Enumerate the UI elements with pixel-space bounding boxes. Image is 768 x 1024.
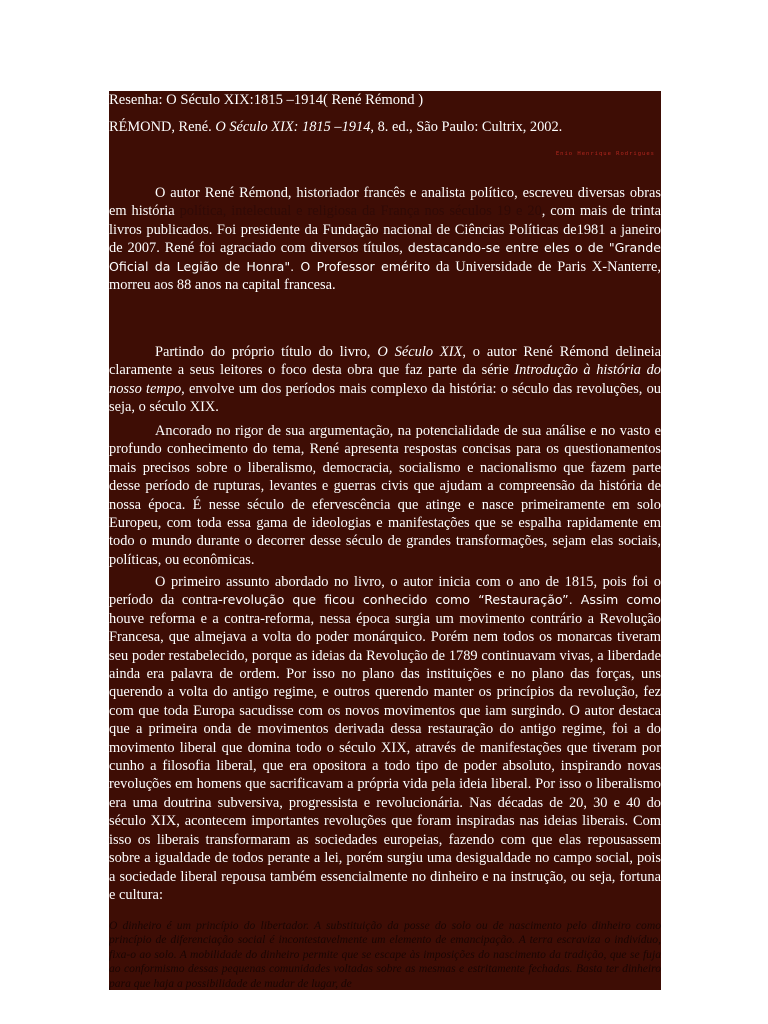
paragraph-restoration	[109, 573, 661, 904]
p2-text-c: , envolve um dos períodos mais complexo da história: o século das revoluções, ou seja, o século XIX.	[109, 380, 661, 416]
p1-text-c: da Universidade de Paris X-Nanterre, morreu aos 88 anos na capital francesa.	[109, 258, 661, 294]
p1-faint-text: política, intelectual e religiosa da França nos séculos 19 e 20	[179, 203, 542, 220]
p2-text-b: , o autor René Rémond delineia claramente a seus leitores o foco desta obra que faz parte da série	[109, 344, 661, 379]
p4-text-a: O primeiro assunto abordado no livro, o autor inicia com o ano de 1815, pois foi o período da contra-	[109, 574, 661, 609]
paragraph-argumentation: Ancorado no rigor de sua argumentação, na potencialidade de sua análise e no vasto e profundo conhecimento do tema, René apresenta respostas concisas para os questionamentos mais precisos sobre o liberalismo, democracia, socialismo e nacionalismo que fazem parte desse período de rupturas, levantes e guerras civis que ajudam a compreensão da história de nossa época. É nesse século de efervescência que atinge e nasce primeiramente em solo Europeu, com toda essa gama de ideologias e manifestações que se espalha rapidamente em todo o mundo durante o decorrer desse século de grandes transformações, sejam elas sociais, políticas, ou econômicas.	[109, 423, 661, 568]
citation-details: , 8. ed., São Paulo: Cultrix, 2002.	[370, 119, 563, 135]
p1-text-b: , com mais de trinta livros publicados. Foi presidente da Fundação nacional de Ciências Políticas de1981 a janeiro de 2007. René foi agraciado com diversos títulos,	[109, 203, 661, 257]
p2-emphasis-book: O Século XIX	[377, 344, 463, 360]
p2-text-a: Partindo do próprio título do livro,	[155, 344, 378, 360]
p2-emphasis-series: Introdução à história do nosso tempo	[109, 362, 661, 397]
p4-text-b: houve reforma e a contra-reforma, nessa época surgia um movimento contrário a Revolução Francesa, que almejava a volta do poder monárquico. Porém nem todos os monarcas tiveram seu poder restabelecido, porque as ideias da Revolução de 1789 continuavam vivas, a liberdade ainda era palavra de ordem. Por isso no plano das instituições e no plano das forças, uns querendo a volta do antigo regime, e outros querendo manter os princípios da revolução, fez com que toda Europa sacudisse com os novos movimentos que iam surgindo. O autor destaca que a primeira onda de movimentos derivada dessa restauração do antigo regime, foi a do movimento liberal que domina todo o século XIX, através de manifestações que tiveram por cunho a filosofia liberal, que era opositora a todo tipo de poder absoluto, inspirando novas revoluções em homens que sacrificavam a própria vida pela ideia liberal. Por isso o liberalismo era uma doutrina subversiva, progressista e revolucionária. Nas décadas de 20, 30 e 40 do século XIX, acontecem importantes revoluções que foram inspiradas nas ideias liberais. Com isso os liberais transformaram as sociedades europeias, fazendo com que elas repousassem sobre a igualdade de todos perante a lei, porém surgiu uma desigualdade no campo social, pois a sociedade liberal repousa também essencialmente no dinheiro e na instrução, ou seja, fortuna e cultura:	[109, 610, 661, 903]
citation-book-title: O Século XIX: 1815 –1914	[215, 119, 371, 135]
p1-text-a: O autor René Rémond, historiador francês e analista político, escreveu diversas obras em história	[109, 185, 661, 220]
review-author-tag: Enio Henrique Rodrigues	[555, 151, 655, 157]
paragraph-author-bio	[109, 184, 661, 294]
p4-sans-text: revolução que ficou conhecido como “Restauração”. Assim como	[222, 592, 661, 608]
document-page	[109, 91, 661, 990]
block-quote: O dinheiro é um princípio do libertador. A substituição da posse do solo ou de nascimento pelo dinheiro como princípio de diferenciação social é incontestavelmente um elemento de emancipação. A terra escraviza o indivíduo, fixa-o ao solo. A mobilidade do dinheiro permite que se escape às imposições do nascimento da tradição, que se fuja ao conformismo dessas pequenas comunidades voltadas sobre as mesmas e estritamente fechadas. Basta ter dinheiro para que haja a possibilidade de mudar de lugar, de	[109, 919, 661, 990]
bibliographic-citation	[109, 118, 661, 136]
paragraph-book-title	[109, 343, 661, 417]
p1-sans-text: destacando-se entre eles o de "Grande Oficial da Legião de Honra". O Professor emérito	[109, 240, 661, 274]
citation-author: RÉMOND, René.	[109, 119, 216, 135]
document-title: Resenha: O Século XIX:1815 –1914( René Rémond )	[109, 92, 424, 108]
